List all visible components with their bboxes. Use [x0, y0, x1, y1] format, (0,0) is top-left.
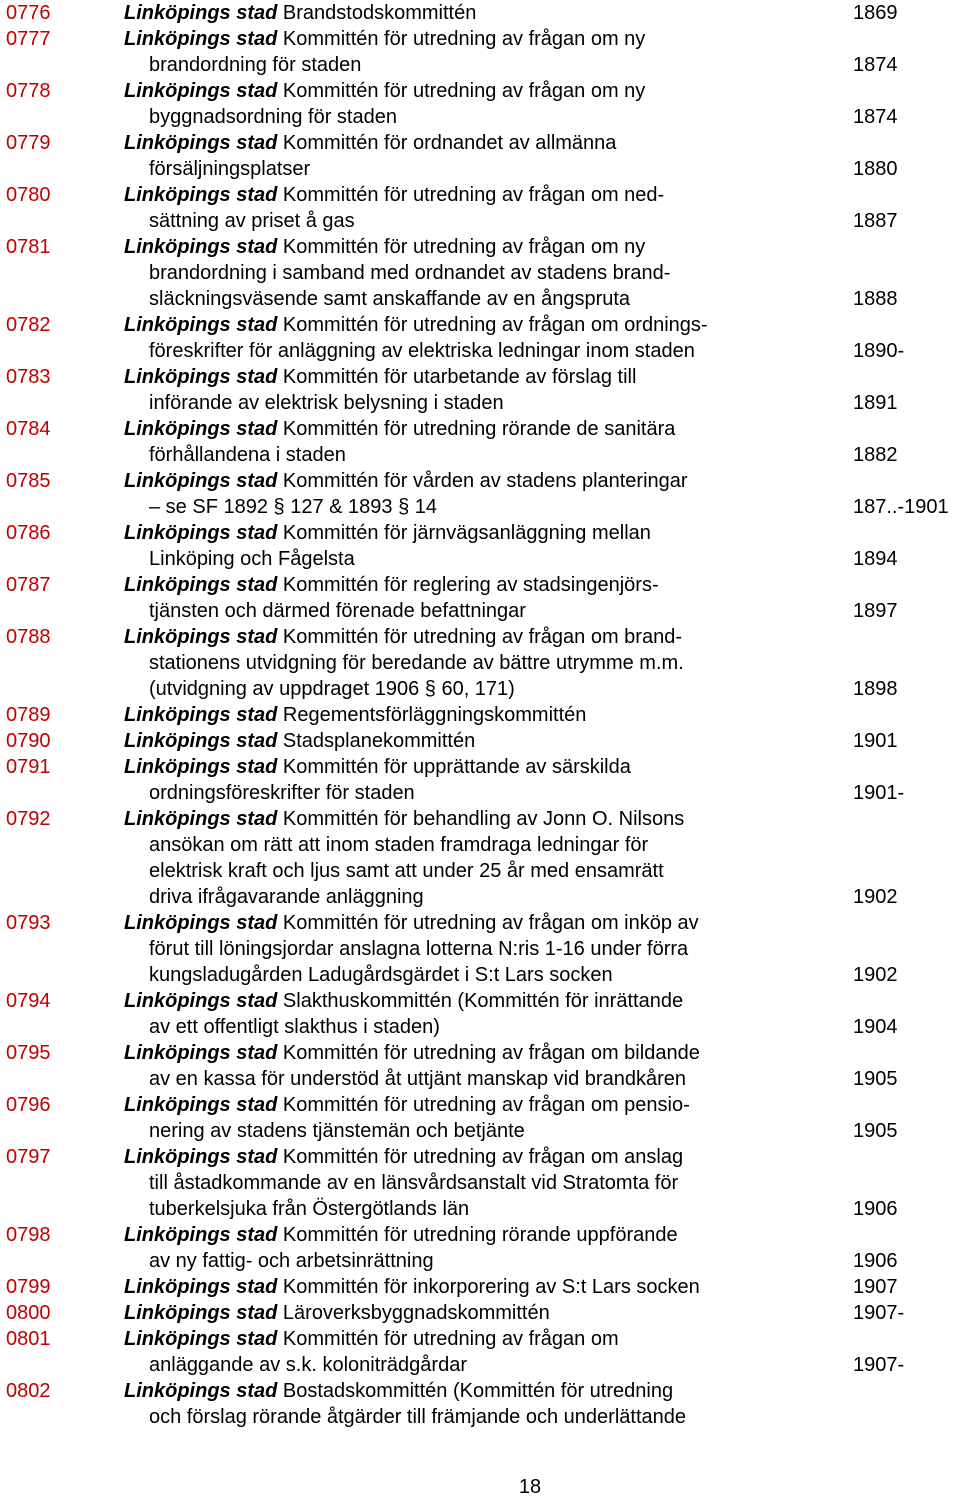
entry-first-line	[124, 1274, 700, 1300]
entry-first-line	[124, 806, 684, 832]
entry-line	[0, 1300, 960, 1326]
entry-first-line	[124, 572, 659, 598]
org-name: Linköpings stad	[124, 2, 278, 24]
entry-continuation: kungsladugården Ladugårdsgärdet i S:t Lars socken	[149, 964, 613, 986]
org-name: Linköpings stad	[124, 1380, 278, 1402]
entry-first-line	[124, 26, 645, 52]
entry-title: Kommittén för upprättande av särskilda	[282, 756, 631, 778]
entry-number: 0784	[6, 418, 51, 440]
entry-year: 1880	[853, 158, 898, 180]
entry-number: 0793	[6, 912, 51, 934]
entry-number: 0788	[6, 626, 51, 648]
entry-year: 1906	[853, 1198, 898, 1220]
entry-year: 1887	[853, 210, 898, 232]
org-name: Linköpings stad	[124, 314, 278, 336]
entry-title: Regementsförläggningskommittén	[282, 704, 587, 726]
committee-entry	[0, 1040, 960, 1092]
committee-entry	[0, 702, 960, 728]
entry-number: 0794	[6, 990, 51, 1012]
entry-continuation: förhållandena i staden	[149, 444, 346, 466]
entry-number: 0800	[6, 1302, 51, 1324]
entry-line	[0, 806, 960, 832]
entry-title: Kommittén för utarbetande av förslag till	[282, 366, 637, 388]
entry-year: 1905	[853, 1068, 898, 1090]
entry-continuation: byggnadsordning för staden	[149, 106, 397, 128]
org-name: Linköpings stad	[124, 574, 278, 596]
entry-line	[0, 0, 960, 26]
entry-year: 1902	[853, 964, 898, 986]
entry-line	[0, 1326, 960, 1352]
committee-entry	[0, 1300, 960, 1326]
entry-year: 1897	[853, 600, 898, 622]
entry-line	[0, 650, 960, 676]
org-name: Linköpings stad	[124, 808, 278, 830]
entry-number: 0798	[6, 1224, 51, 1246]
entry-number: 0776	[6, 2, 51, 24]
entry-number: 0797	[6, 1146, 51, 1168]
entry-line	[0, 1248, 960, 1274]
committee-entry	[0, 1222, 960, 1274]
org-name: Linköpings stad	[124, 626, 278, 648]
org-name: Linköpings stad	[124, 1328, 278, 1350]
entry-year: 1906	[853, 1250, 898, 1272]
entry-title: Kommittén för järnvägsanläggning mellan	[282, 522, 651, 544]
entry-continuation: förut till löningsjordar anslagna lotterna N:ris 1-16 under förra	[149, 938, 689, 960]
entry-number: 0789	[6, 704, 51, 726]
entry-year: 1902	[853, 886, 898, 908]
entry-line	[0, 1144, 960, 1170]
committee-entry	[0, 234, 960, 312]
entry-line	[0, 1118, 960, 1144]
entry-line	[0, 78, 960, 104]
entry-line	[0, 1092, 960, 1118]
entry-continuation: anläggande av s.k. koloniträdgårdar	[149, 1354, 467, 1376]
entry-continuation: av en kassa för understöd åt uttjänt manskap vid brandkåren	[149, 1068, 686, 1090]
entry-year: 1904	[853, 1016, 898, 1038]
committee-entry	[0, 468, 960, 520]
entry-year: 1901-	[853, 782, 905, 804]
entry-first-line	[124, 130, 616, 156]
entry-year: 1898	[853, 678, 898, 700]
entry-continuation: föreskrifter för anläggning av elektriska ledningar inom staden	[149, 340, 695, 362]
entry-line	[0, 702, 960, 728]
entry-number: 0791	[6, 756, 51, 778]
entry-year: 1907-	[853, 1302, 905, 1324]
entry-line	[0, 468, 960, 494]
committee-entry	[0, 572, 960, 624]
entry-line	[0, 1222, 960, 1248]
entry-number: 0802	[6, 1380, 51, 1402]
entry-year: 1869	[853, 2, 898, 24]
org-name: Linköpings stad	[124, 470, 278, 492]
entry-title: Slakthuskommittén (Kommittén för inrättande	[282, 990, 684, 1012]
entry-title: Kommittén för utredning av frågan om ny	[282, 28, 646, 50]
entry-continuation: sättning av priset å gas	[149, 210, 355, 232]
entry-title: Kommittén för utredning av frågan om anslag	[282, 1146, 684, 1168]
entry-line	[0, 780, 960, 806]
entry-number: 0780	[6, 184, 51, 206]
entry-title: Bostadskommittén (Kommittén för utredning	[282, 1380, 674, 1402]
entry-first-line	[124, 0, 476, 26]
entry-continuation: brandordning i samband med ordnandet av stadens brand-	[149, 262, 671, 284]
entry-continuation: släckningsväsende samt anskaffande av en ångspruta	[149, 288, 631, 310]
entry-first-line	[124, 1222, 678, 1248]
entry-line	[0, 1404, 960, 1430]
entry-year: 187..-1901	[853, 496, 949, 518]
committee-entry	[0, 1274, 960, 1300]
org-name: Linköpings stad	[124, 730, 278, 752]
entry-line	[0, 598, 960, 624]
committee-entry	[0, 1378, 960, 1430]
entry-continuation: och förslag rörande åtgärder till främjande och underlättande	[149, 1406, 686, 1428]
entry-continuation: elektrisk kraft och ljus samt att under 25 år med ensamrätt	[149, 860, 664, 882]
committee-entry	[0, 26, 960, 78]
entry-line	[0, 1378, 960, 1404]
entry-title: Kommittén för utredning rörande uppförande	[282, 1224, 678, 1246]
committee-entry	[0, 78, 960, 130]
entry-line	[0, 26, 960, 52]
entry-line	[0, 338, 960, 364]
entry-year: 1882	[853, 444, 898, 466]
entry-line	[0, 676, 960, 702]
entry-line	[0, 1170, 960, 1196]
entry-line	[0, 884, 960, 910]
entry-line	[0, 390, 960, 416]
entry-first-line	[124, 910, 699, 936]
entry-line	[0, 234, 960, 260]
entry-line	[0, 1352, 960, 1378]
org-name: Linköpings stad	[124, 990, 278, 1012]
entry-number: 0796	[6, 1094, 51, 1116]
entry-line	[0, 858, 960, 884]
entry-first-line	[124, 1300, 550, 1326]
entry-year: 1907-	[853, 1354, 905, 1376]
entry-title: Kommittén för utredning av frågan om inköp av	[282, 912, 699, 934]
entry-line	[0, 936, 960, 962]
committee-entry	[0, 728, 960, 754]
entry-continuation: (utvidgning av uppdraget 1906 § 60, 171)	[149, 678, 515, 700]
org-name: Linköpings stad	[124, 912, 278, 934]
committee-entry	[0, 806, 960, 910]
entry-line	[0, 520, 960, 546]
org-name: Linköpings stad	[124, 1146, 278, 1168]
entry-first-line	[124, 468, 688, 494]
entry-number: 0782	[6, 314, 51, 336]
org-name: Linköpings stad	[124, 366, 278, 388]
committee-entry	[0, 520, 960, 572]
entry-line	[0, 962, 960, 988]
entry-line	[0, 442, 960, 468]
entry-year: 1888	[853, 288, 898, 310]
entry-line	[0, 1066, 960, 1092]
committee-entry	[0, 910, 960, 988]
org-name: Linköpings stad	[124, 80, 278, 102]
entry-first-line	[124, 312, 708, 338]
entry-title: Kommittén för vården av stadens planteringar	[282, 470, 688, 492]
entry-continuation: ansökan om rätt att inom staden framdraga ledningar för	[149, 834, 649, 856]
entry-year: 1907	[853, 1276, 898, 1298]
entry-line	[0, 312, 960, 338]
org-name: Linköpings stad	[124, 236, 278, 258]
entry-first-line	[124, 1378, 673, 1404]
entry-number: 0801	[6, 1328, 51, 1350]
committee-entry	[0, 1092, 960, 1144]
entry-year: 1894	[853, 548, 898, 570]
org-name: Linköpings stad	[124, 1094, 278, 1116]
entry-title: Stadsplanekommittén	[282, 730, 476, 752]
entry-number: 0781	[6, 236, 51, 258]
entry-number: 0795	[6, 1042, 51, 1064]
entry-line	[0, 260, 960, 286]
entry-continuation: tuberkelsjuka från Östergötlands län	[149, 1198, 470, 1220]
entry-number: 0787	[6, 574, 51, 596]
committee-entry	[0, 624, 960, 702]
entry-line	[0, 546, 960, 572]
entry-line	[0, 1196, 960, 1222]
entry-line	[0, 1274, 960, 1300]
entry-title: Kommittén för utredning av frågan om bildande	[282, 1042, 700, 1064]
committee-entry	[0, 364, 960, 416]
committee-entry	[0, 1144, 960, 1222]
entry-number: 0799	[6, 1276, 51, 1298]
org-name: Linköpings stad	[124, 1276, 278, 1298]
entry-line	[0, 104, 960, 130]
entry-first-line	[124, 1040, 700, 1066]
entry-title: Brandstodskommittén	[282, 2, 477, 24]
entry-continuation: av ny fattig- och arbetsinrättning	[149, 1250, 434, 1272]
entry-first-line	[124, 702, 586, 728]
committee-entry	[0, 1326, 960, 1378]
entry-first-line	[124, 1144, 683, 1170]
committee-entry	[0, 130, 960, 182]
committee-entry	[0, 988, 960, 1040]
entry-first-line	[124, 364, 636, 390]
entry-first-line	[124, 234, 645, 260]
entry-continuation: införande av elektrisk belysning i staden	[149, 392, 504, 414]
org-name: Linköpings stad	[124, 704, 278, 726]
entry-first-line	[124, 520, 651, 546]
entry-line	[0, 182, 960, 208]
entry-year: 1874	[853, 106, 898, 128]
entry-continuation: av ett offentligt slakthus i staden)	[149, 1016, 440, 1038]
entry-first-line	[124, 754, 631, 780]
org-name: Linköpings stad	[124, 418, 278, 440]
org-name: Linköpings stad	[124, 184, 278, 206]
entry-line	[0, 1040, 960, 1066]
entry-line	[0, 208, 960, 234]
entry-number: 0790	[6, 730, 51, 752]
page-number: 18	[518, 1476, 542, 1498]
entry-line	[0, 52, 960, 78]
entry-title: Kommittén för utredning av frågan om brand-	[282, 626, 682, 648]
entry-continuation: Linköping och Fågelsta	[149, 548, 355, 570]
entry-first-line	[124, 624, 682, 650]
entry-number: 0777	[6, 28, 51, 50]
entry-continuation: tjänsten och därmed förenade befattningar	[149, 600, 526, 622]
entry-title: Kommittén för inkorporering av S:t Lars socken	[282, 1276, 700, 1298]
entry-continuation: ordningsföreskrifter för staden	[149, 782, 415, 804]
entry-first-line	[124, 728, 475, 754]
entry-line	[0, 624, 960, 650]
entry-title: Kommittén för reglering av stadsingenjörs-	[282, 574, 659, 596]
entry-continuation: försäljningsplatser	[149, 158, 311, 180]
entry-title: Kommittén för ordnandet av allmänna	[282, 132, 617, 154]
entry-title: Kommittén för utredning av frågan om ned-	[282, 184, 665, 206]
entry-year: 1905	[853, 1120, 898, 1142]
entry-line	[0, 988, 960, 1014]
entry-first-line	[124, 1092, 690, 1118]
entry-title: Kommittén för utredning av frågan om ordnings-	[282, 314, 708, 336]
org-name: Linköpings stad	[124, 28, 278, 50]
entry-title: Läroverksbyggnadskommittén	[282, 1302, 550, 1324]
entry-number: 0778	[6, 80, 51, 102]
entry-continuation: stationens utvidgning för beredande av bättre utrymme m.m.	[149, 652, 684, 674]
entry-year: 1874	[853, 54, 898, 76]
committee-entry	[0, 312, 960, 364]
org-name: Linköpings stad	[124, 132, 278, 154]
entry-number: 0783	[6, 366, 51, 388]
org-name: Linköpings stad	[124, 522, 278, 544]
entry-line	[0, 130, 960, 156]
entry-title: Kommittén för utredning av frågan om ny	[282, 80, 646, 102]
org-name: Linköpings stad	[124, 1302, 278, 1324]
entry-year: 1890-	[853, 340, 905, 362]
entry-line	[0, 416, 960, 442]
entry-line	[0, 832, 960, 858]
entry-continuation: till åstadkommande av en länsvårdsanstalt vid Stratomta för	[149, 1172, 679, 1194]
entry-line	[0, 494, 960, 520]
entry-title: Kommittén för utredning rörande de sanitära	[282, 418, 676, 440]
entry-number: 0786	[6, 522, 51, 544]
entry-line	[0, 754, 960, 780]
entry-number: 0792	[6, 808, 51, 830]
org-name: Linköpings stad	[124, 1224, 278, 1246]
entry-continuation: nering av stadens tjänstemän och betjänte	[149, 1120, 525, 1142]
entry-title: Kommittén för utredning av frågan om ny	[282, 236, 646, 258]
entry-title: Kommittén för utredning av frågan om	[282, 1328, 619, 1350]
org-name: Linköpings stad	[124, 756, 278, 778]
entry-continuation: brandordning för staden	[149, 54, 362, 76]
entry-line	[0, 364, 960, 390]
entry-continuation: driva ifrågavarande anläggning	[149, 886, 424, 908]
org-name: Linköpings stad	[124, 1042, 278, 1064]
committee-entry	[0, 416, 960, 468]
entry-line	[0, 286, 960, 312]
entry-first-line	[124, 988, 683, 1014]
entry-line	[0, 572, 960, 598]
entry-line	[0, 910, 960, 936]
entry-line	[0, 728, 960, 754]
committee-entry	[0, 0, 960, 26]
entry-title: Kommittén för behandling av Jonn O. Nilsons	[282, 808, 685, 830]
entry-first-line	[124, 182, 664, 208]
entry-first-line	[124, 78, 645, 104]
entry-year: 1901	[853, 730, 898, 752]
entry-continuation: – se SF 1892 § 127 & 1893 § 14	[149, 496, 437, 518]
entry-line	[0, 156, 960, 182]
entry-number: 0779	[6, 132, 51, 154]
committee-entry	[0, 754, 960, 806]
entry-first-line	[124, 416, 675, 442]
entry-year: 1891	[853, 392, 898, 414]
entry-title: Kommittén för utredning av frågan om pensio-	[282, 1094, 690, 1116]
entry-line	[0, 1014, 960, 1040]
committee-entry	[0, 182, 960, 234]
entry-first-line	[124, 1326, 619, 1352]
entry-number: 0785	[6, 470, 51, 492]
